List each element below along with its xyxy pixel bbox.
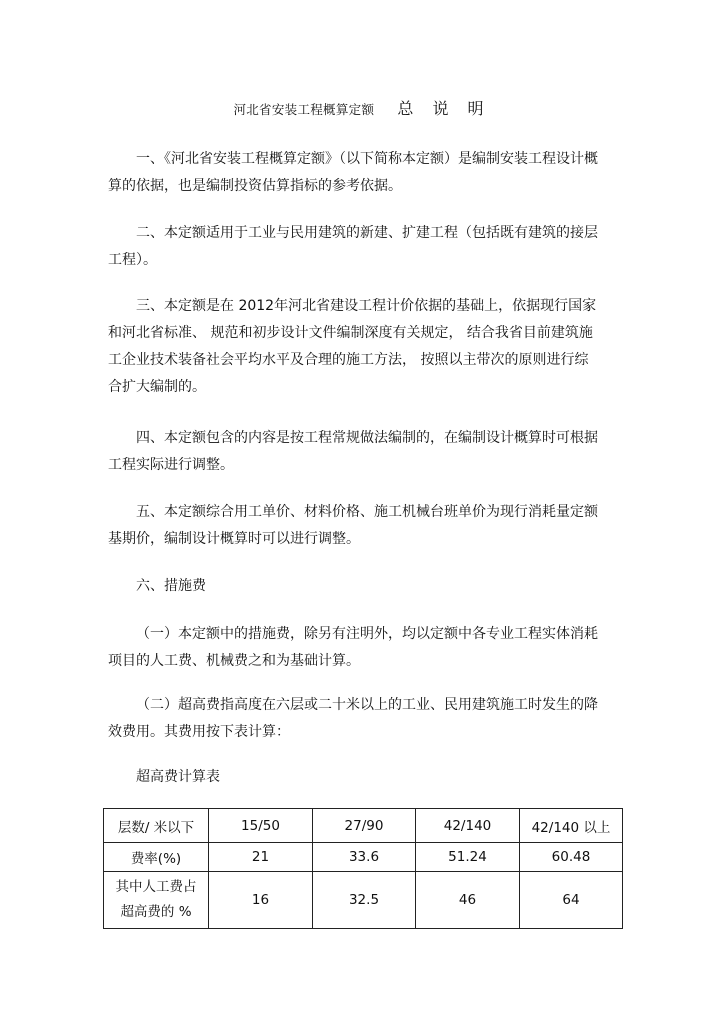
paragraph-2: 二、本定额适用于工业与民用建筑的新建、扩建工程（包括既有建筑的接层工程）。: [108, 225, 598, 268]
table-cell: 42/140: [416, 809, 520, 843]
table-cell: 64: [520, 872, 623, 929]
paragraph-5: 五、本定额综合用工单价、材料价格、施工机械台班单价为现行消耗量定额基期价，编制设计概算时可以进行调整。: [108, 504, 598, 547]
title-section: 总 说 明: [397, 99, 491, 118]
table-row: [104, 843, 623, 872]
table-header-row: [104, 809, 623, 843]
table-cell: 15/50: [209, 809, 313, 843]
document-title: [0, 96, 724, 119]
table-cell: 16: [209, 872, 313, 929]
table-cell: 51.24: [416, 843, 520, 872]
row-label-line-1: 其中人工费占: [115, 879, 197, 895]
paragraph-6: 六、措施费: [136, 578, 206, 594]
table-caption: 超高费计算表: [136, 769, 220, 785]
paragraph-8: （二）超高费指高度在六层或二十米以上的工业、民用建筑施工时发生的降效费用。其费用按下表计算：: [108, 697, 598, 740]
table-cell: 费率(%): [104, 843, 209, 872]
table-cell: [104, 872, 209, 929]
paragraph-7: （一）本定额中的措施费，除另有注明外，均以定额中各专业工程实体消耗项目的人工费、机械费之和为基础计算。: [108, 626, 598, 669]
paragraph-4: 四、本定额包含的内容是按工程常规做法编制的，在编制设计概算时可根据工程实际进行调整。: [108, 430, 598, 473]
table-cell: 21: [209, 843, 313, 872]
row-label-line-2: 超高费的 %: [120, 904, 192, 920]
table-cell: 27/90: [313, 809, 416, 843]
table-cell: 60.48: [520, 843, 623, 872]
table-cell: 33.6: [313, 843, 416, 872]
table-cell: 32.5: [313, 872, 416, 929]
table-cell: 42/140 以上: [520, 809, 623, 843]
title-main: 河北省安装工程概算定额: [233, 102, 375, 117]
table-cell: 层数/ 米以下: [104, 809, 209, 843]
paragraph-1: 一、《河北省安装工程概算定额》（以下简称本定额）是编制安装工程设计概算的依据，也是编制投资估算指标的参考依据。: [108, 151, 598, 194]
surcharge-table: [103, 808, 623, 929]
paragraph-3: 三、本定额是在 2012年河北省建设工程计价依据的基础上，依据现行国家和河北省标准、 规范和初步设计文件编制深度有关规定， 结合我省目前建筑施工企业技术装备社会平均水平及合理的施工方法， 按照以主带次的原则进行综合扩大编制的。: [108, 298, 597, 395]
table-cell: 46: [416, 872, 520, 929]
table-row: [104, 872, 623, 929]
